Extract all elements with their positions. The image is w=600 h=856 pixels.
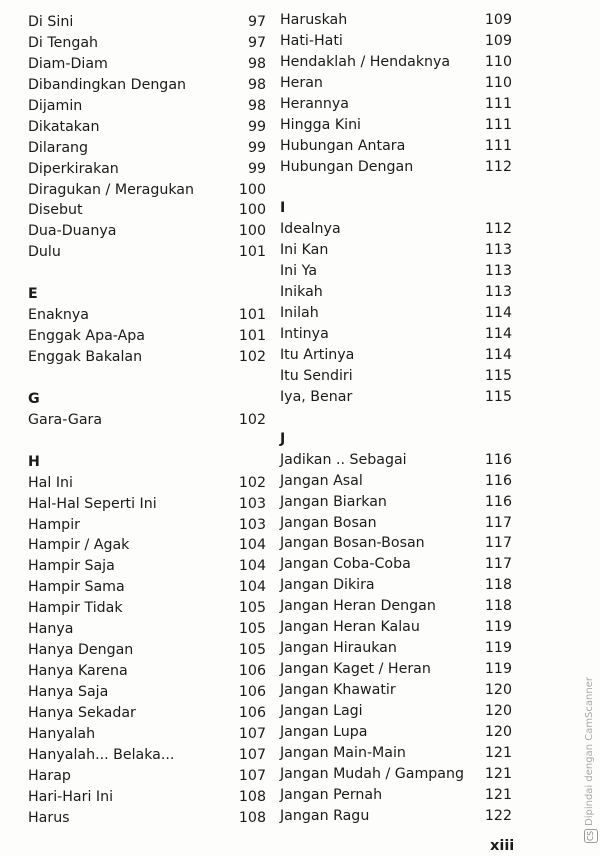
index-term: Hanya Dengan (28, 642, 134, 659)
index-term: Hanya Sekadar (28, 704, 136, 721)
index-term: Hingga Kini (280, 116, 361, 133)
index-entry (280, 303, 512, 324)
index-entry (280, 617, 512, 638)
index-entry (280, 345, 512, 366)
index-entry (280, 73, 512, 94)
index-entry (28, 473, 266, 494)
index-entry (28, 494, 266, 515)
index-term: Jangan Heran Kalau (280, 619, 420, 636)
index-entry (280, 554, 512, 575)
index-term: Hampir Sama (28, 579, 125, 596)
index-term: Jangan Coba-Coba (280, 556, 411, 573)
index-term: Hubungan Antara (280, 137, 406, 154)
index-page-number: 121 (484, 786, 512, 803)
section-spacer (28, 431, 266, 452)
index-page-number: 111 (484, 116, 512, 133)
index-entry (280, 533, 512, 554)
index-term: Hubungan Dengan (280, 158, 414, 175)
index-page-number: 117 (484, 514, 512, 531)
index-entry (280, 596, 512, 617)
index-page-number: 105 (238, 621, 266, 638)
index-term: Dibandingkan Dengan (28, 76, 187, 93)
index-page-number: 120 (484, 723, 512, 740)
index-entry (28, 535, 266, 556)
index-entry (28, 221, 266, 242)
index-page-number: 109 (484, 12, 512, 28)
index-page-number: 107 (238, 746, 266, 763)
index-page-number: 102 (238, 474, 266, 491)
index-page-number: 111 (484, 137, 512, 154)
index-term: Idealnya (280, 221, 341, 238)
section-spacer (28, 368, 266, 389)
index-entry (280, 10, 512, 31)
index-term: Ini Kan (280, 242, 329, 259)
index-term: Dikatakan (28, 118, 100, 135)
index-column-left (28, 12, 266, 829)
index-entry (280, 219, 512, 240)
index-page-number: 111 (484, 95, 512, 112)
index-page-number: 116 (484, 451, 512, 468)
index-entry (280, 785, 512, 806)
index-entry (280, 261, 512, 282)
index-page-number: 98 (247, 55, 266, 72)
index-entry (280, 387, 512, 408)
index-entry (28, 33, 266, 54)
section-letter-heading: J (280, 430, 286, 447)
index-term: Inikah (280, 284, 323, 301)
index-term: Jangan Lagi (280, 702, 363, 719)
index-page-number: 109 (484, 32, 512, 49)
index-entry (280, 701, 512, 722)
index-page-number: 107 (238, 767, 266, 784)
index-entry (28, 159, 266, 180)
index-entry (28, 96, 266, 117)
index-term: Jangan Hiraukan (280, 640, 397, 657)
section-letter-heading: G (28, 390, 40, 407)
index-term: Inilah (280, 305, 319, 322)
index-page-number: 106 (238, 704, 266, 721)
index-entry (280, 492, 512, 513)
index-entry (280, 136, 512, 157)
index-term: Jangan Kaget / Heran (280, 661, 431, 678)
index-entry (28, 326, 266, 347)
index-page-number: 122 (484, 807, 512, 824)
index-page-number: 105 (238, 642, 266, 659)
index-page-number: 114 (484, 326, 512, 343)
index-term: Enaknya (28, 307, 89, 324)
index-term: Hanya Karena (28, 663, 128, 680)
index-term: Intinya (280, 326, 329, 343)
camscanner-logo: CS (584, 829, 598, 843)
index-page-number: 114 (484, 347, 512, 363)
index-page-number: 107 (238, 725, 266, 742)
index-term: Enggak Apa-Apa (28, 328, 146, 345)
index-page-number: 120 (484, 702, 512, 719)
index-page-number: 120 (484, 682, 512, 698)
index-page-number: 99 (247, 118, 266, 135)
index-entry (280, 31, 512, 52)
index-page-number: 99 (247, 160, 266, 177)
index-entry (28, 410, 266, 431)
index-term: Jangan Heran Dengan (280, 598, 436, 615)
index-term: Jangan Pernah (280, 786, 383, 803)
index-entry (280, 764, 512, 785)
index-page-number: 115 (484, 388, 512, 405)
index-term: Jangan Khawatir (280, 682, 396, 698)
index-entry (280, 366, 512, 387)
index-term: Hampir (28, 516, 80, 533)
index-page-number: 101 (238, 244, 266, 261)
index-term: Ini Ya (280, 263, 318, 280)
index-entry (28, 117, 266, 138)
index-term: Harus (28, 809, 70, 826)
index-term: Hari-Hari Ini (28, 788, 114, 805)
index-term: Di Sini (28, 14, 74, 30)
index-entry (280, 722, 512, 743)
index-page-number: 112 (484, 221, 512, 238)
index-entry (280, 743, 512, 764)
index-page-number: 119 (484, 640, 512, 657)
index-entry (28, 180, 266, 201)
index-page-number: 106 (238, 663, 266, 680)
index-term: Jangan Lupa (280, 723, 368, 740)
index-term: Hampir / Agak (28, 537, 130, 554)
index-page-number: 101 (238, 307, 266, 324)
index-page-number: 104 (238, 537, 266, 554)
index-entry (28, 745, 266, 766)
index-term: Herannya (280, 95, 349, 112)
section-spacer (28, 263, 266, 284)
index-entry (28, 515, 266, 536)
index-term: Dilarang (28, 139, 89, 156)
index-page-number: 110 (484, 74, 512, 91)
index-term: Haruskah (280, 12, 348, 28)
index-term: Hanya (28, 621, 74, 638)
index-term: Jangan Mudah / Gampang (280, 765, 465, 782)
index-entry (280, 282, 512, 303)
index-term: Itu Artinya (280, 347, 355, 363)
index-page-number: 108 (238, 809, 266, 826)
index-entry (28, 577, 266, 598)
index-entry (28, 305, 266, 326)
index-term: Jangan Ragu (280, 807, 370, 824)
index-page-number: 105 (238, 600, 266, 617)
section-spacer (280, 178, 512, 199)
index-entry (28, 75, 266, 96)
index-term: Hanya Saja (28, 684, 109, 700)
scanner-watermark: Dipindai dengan CamScanner (584, 677, 595, 826)
index-page-number: 114 (484, 305, 512, 322)
index-entry (280, 659, 512, 680)
index-page-number: 98 (247, 76, 266, 93)
index-page-number: 119 (484, 619, 512, 636)
index-entry (280, 638, 512, 659)
index-term: Gara-Gara (28, 411, 103, 428)
index-page-number: 110 (484, 53, 512, 70)
index-page-number: 102 (238, 349, 266, 365)
index-entry (280, 240, 512, 261)
index-page-number: 100 (238, 181, 266, 198)
index-term: Harap (28, 767, 71, 784)
index-page-number: 106 (238, 684, 266, 700)
index-entry (280, 806, 512, 827)
index-term: Dua-Duanya (28, 223, 117, 240)
index-page-number: 97 (247, 14, 266, 30)
index-entry (280, 680, 512, 701)
index-term: Hampir Tidak (28, 600, 123, 617)
index-page-number: 121 (484, 765, 512, 782)
index-column-right (280, 10, 512, 827)
index-entry (28, 724, 266, 745)
section-letter-heading: H (28, 453, 40, 470)
index-entry (280, 52, 512, 73)
index-term: Jangan Bosan-Bosan (280, 535, 425, 552)
index-term: Hendaklah / Hendaknya (280, 53, 451, 70)
index-entry (280, 513, 512, 534)
index-term: Diperkirakan (28, 160, 119, 177)
index-entry (28, 556, 266, 577)
index-page-number: 118 (484, 577, 512, 594)
index-page-number: 115 (484, 367, 512, 384)
index-entry (28, 242, 266, 263)
index-page-number: 119 (484, 661, 512, 678)
index-term: Enggak Bakalan (28, 349, 143, 365)
index-entry (28, 598, 266, 619)
index-entry (280, 575, 512, 596)
index-page-number: 117 (484, 556, 512, 573)
index-page-number: 102 (238, 411, 266, 428)
index-page-number: 100 (238, 223, 266, 240)
index-entry (28, 200, 266, 221)
index-term: Jangan Dikira (280, 577, 375, 594)
index-page-number: 117 (484, 535, 512, 552)
index-entry (280, 115, 512, 136)
index-page-number: 118 (484, 598, 512, 615)
index-page-number: 108 (238, 788, 266, 805)
index-entry (28, 766, 266, 787)
index-term: Hal-Hal Seperti Ini (28, 495, 157, 512)
index-page-number: 112 (484, 158, 512, 175)
index-term: Jangan Bosan (280, 514, 377, 531)
index-entry (28, 619, 266, 640)
index-entry (28, 661, 266, 682)
index-page-number: 99 (247, 139, 266, 156)
index-term: Hanyalah... Belaka... (28, 746, 175, 763)
index-entry (28, 54, 266, 75)
index-term: Di Tengah (28, 34, 99, 51)
index-entry (280, 94, 512, 115)
index-entry (28, 682, 266, 703)
index-entry (28, 808, 266, 829)
index-entry (28, 703, 266, 724)
index-term: Hati-Hati (280, 32, 343, 49)
index-term: Jangan Main-Main (280, 744, 406, 761)
index-term: Dulu (28, 244, 61, 261)
index-term: Diam-Diam (28, 55, 108, 72)
index-term: Jangan Asal (280, 472, 363, 489)
index-page-number: 113 (484, 263, 512, 280)
index-entry (28, 787, 266, 808)
index-entry (28, 138, 266, 159)
index-page-number: 101 (238, 328, 266, 345)
index-term: Disebut (28, 202, 83, 219)
index-page-number: 104 (238, 558, 266, 575)
index-entry (280, 157, 512, 178)
index-term: Itu Sendiri (280, 367, 353, 384)
index-entry (280, 324, 512, 345)
index-page-number: 97 (247, 34, 266, 51)
index-page-number: 103 (238, 495, 266, 512)
index-page-number: 100 (238, 202, 266, 219)
section-letter-heading: I (280, 200, 286, 217)
section-letter-heading: E (28, 286, 38, 303)
page-number: xiii (490, 838, 515, 854)
index-term: Hal Ini (28, 474, 73, 491)
index-term: Jadikan .. Sebagai (280, 451, 407, 468)
index-page-number: 113 (484, 284, 512, 301)
index-page-number: 116 (484, 472, 512, 489)
index-term: Hampir Saja (28, 558, 115, 575)
section-spacer (280, 408, 512, 429)
index-entry (28, 347, 266, 368)
index-term: Dijamin (28, 97, 83, 114)
index-page-number: 104 (238, 579, 266, 596)
index-page-number: 116 (484, 493, 512, 510)
index-term: Iya, Benar (280, 388, 353, 405)
index-page-number: 121 (484, 744, 512, 761)
index-page-number: 113 (484, 242, 512, 259)
index-term: Heran (280, 74, 323, 91)
index-entry (28, 12, 266, 33)
index-entry (280, 450, 512, 471)
index-term: Hanyalah (28, 725, 96, 742)
index-entry (28, 640, 266, 661)
index-term: Diragukan / Meragukan (28, 181, 194, 198)
index-term: Jangan Biarkan (280, 493, 387, 510)
index-entry (280, 471, 512, 492)
index-page-number: 98 (247, 97, 266, 114)
index-page-number: 103 (238, 516, 266, 533)
